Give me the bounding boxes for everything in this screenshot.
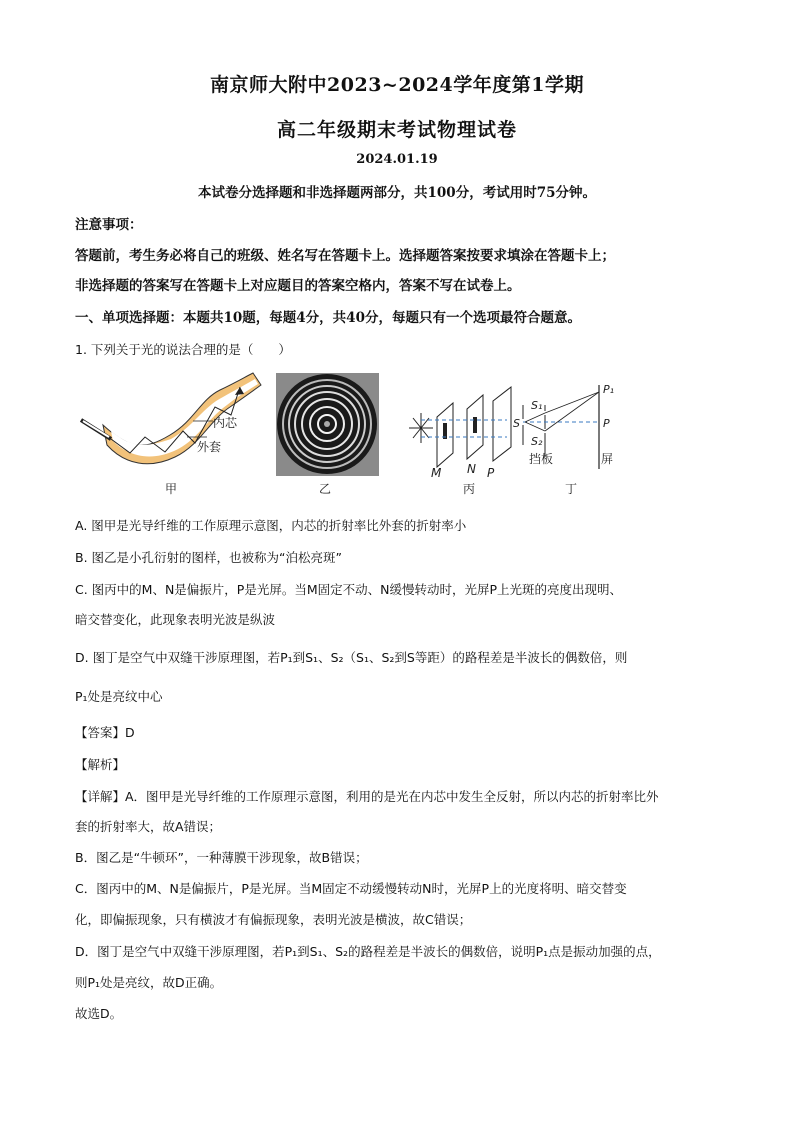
figure-label-yi: 乙 xyxy=(319,482,332,496)
exam-subtitle: 高二年级期末考试物理试卷 xyxy=(276,119,517,141)
answer: 【答案】D xyxy=(75,725,135,740)
polarizer-diagram xyxy=(409,387,511,480)
figure-label-ding: 丁 xyxy=(565,482,578,496)
fiber-diagram xyxy=(81,373,261,464)
analysis-line-2: 套的折射率大，故A错误； xyxy=(75,819,222,834)
option-c-line-2: 暗交替变化，此现象表明光波是纵波 xyxy=(75,612,276,627)
exam-date: 2024.01.19 xyxy=(356,152,438,167)
exam-intro: 本试卷分选择题和非选择题两部分，共100分，考试用时75分钟。 xyxy=(198,185,596,201)
notice-line-2: 非选择题的答案写在答题卡上对应题目的答案空格内，答案不写在试卷上。 xyxy=(75,278,521,294)
section-heading: 一、单项选择题：本题共10题，每题4分，共40分，每题只有一个选项最符合题意。 xyxy=(75,310,581,326)
analysis-line-4: C．图丙中的M、N是偏振片，P是光屏。当M固定不动缓慢转动N时，光屏P上的光度将明、暗交替变 xyxy=(75,881,627,896)
newton-rings-image xyxy=(276,373,379,476)
option-a: A. 图甲是光导纤维的工作原理示意图，内芯的折射率比外套的折射率小 xyxy=(75,518,467,533)
label-P: P xyxy=(487,466,495,480)
double-slit-diagram xyxy=(513,383,614,469)
notice-line-1: 答题前，考生务必将自己的班级、姓名写在答题卡上。选择题答案按要求填涂在答题卡上； xyxy=(75,248,615,264)
notice-heading: 注意事项： xyxy=(75,217,143,233)
label-inner-core: 内芯 xyxy=(213,416,238,430)
option-c-line-1: C. 图丙中的M、N是偏振片，P是光屏。当M固定不动、N缓慢转动时，光屏P上光斑的亮度出现明、 xyxy=(75,582,623,597)
label-M: M xyxy=(431,466,442,480)
label-S2: S₂ xyxy=(531,435,543,448)
option-d-line-1: D. 图丁是空气中双缝干涉原理图，若P₁到S₁、S₂（S₁、S₂到S等距）的路程差是半波长的偶数倍，则 xyxy=(75,650,628,665)
label-baffle: 挡板 xyxy=(529,452,554,466)
analysis-line-6: D．图丁是空气中双缝干涉原理图，若P₁到S₁、S₂的路程差是半波长的偶数倍，说明P₁点是振动加强的点， xyxy=(75,944,661,959)
exam-title: 南京师大附中2023~2024学年度第1学期 xyxy=(210,74,584,96)
analysis-line-3: B．图乙是“牛顿环”，一种薄膜干涉现象，故B错误； xyxy=(75,850,368,865)
label-P-screen: P xyxy=(603,417,610,430)
analysis-line-1: 【详解】A．图甲是光导纤维的工作原理示意图，利用的是光在内芯中发生全反射，所以内芯的折射率比外 xyxy=(75,789,659,804)
question-stem: 1. 下列关于光的说法合理的是（ ） xyxy=(75,342,291,357)
label-screen: 屏 xyxy=(601,452,614,466)
option-b: B. 图乙是小孔衍射的图样，也被称为“泊松亮斑” xyxy=(75,550,342,565)
option-d-line-2: P₁处是亮纹中心 xyxy=(75,689,163,704)
label-S1: S₁ xyxy=(531,399,543,412)
label-S: S xyxy=(513,417,520,430)
figure-label-jia: 甲 xyxy=(165,482,178,496)
label-P1: P₁ xyxy=(603,383,615,396)
figure-label-bing: 丙 xyxy=(463,482,476,496)
label-outer-cladding: 外套 xyxy=(197,440,222,454)
analysis-line-5: 化，即偏振现象，只有横波才有偏振现象，表明光波是横波，故C错误； xyxy=(75,912,472,927)
analysis-line-7: 则P₁处是亮纹，故D正确。 xyxy=(75,975,223,990)
label-N: N xyxy=(467,462,476,476)
analysis-line-8: 故选D。 xyxy=(75,1006,123,1021)
question-figures xyxy=(75,365,635,500)
analysis-heading: 【解析】 xyxy=(75,757,126,772)
